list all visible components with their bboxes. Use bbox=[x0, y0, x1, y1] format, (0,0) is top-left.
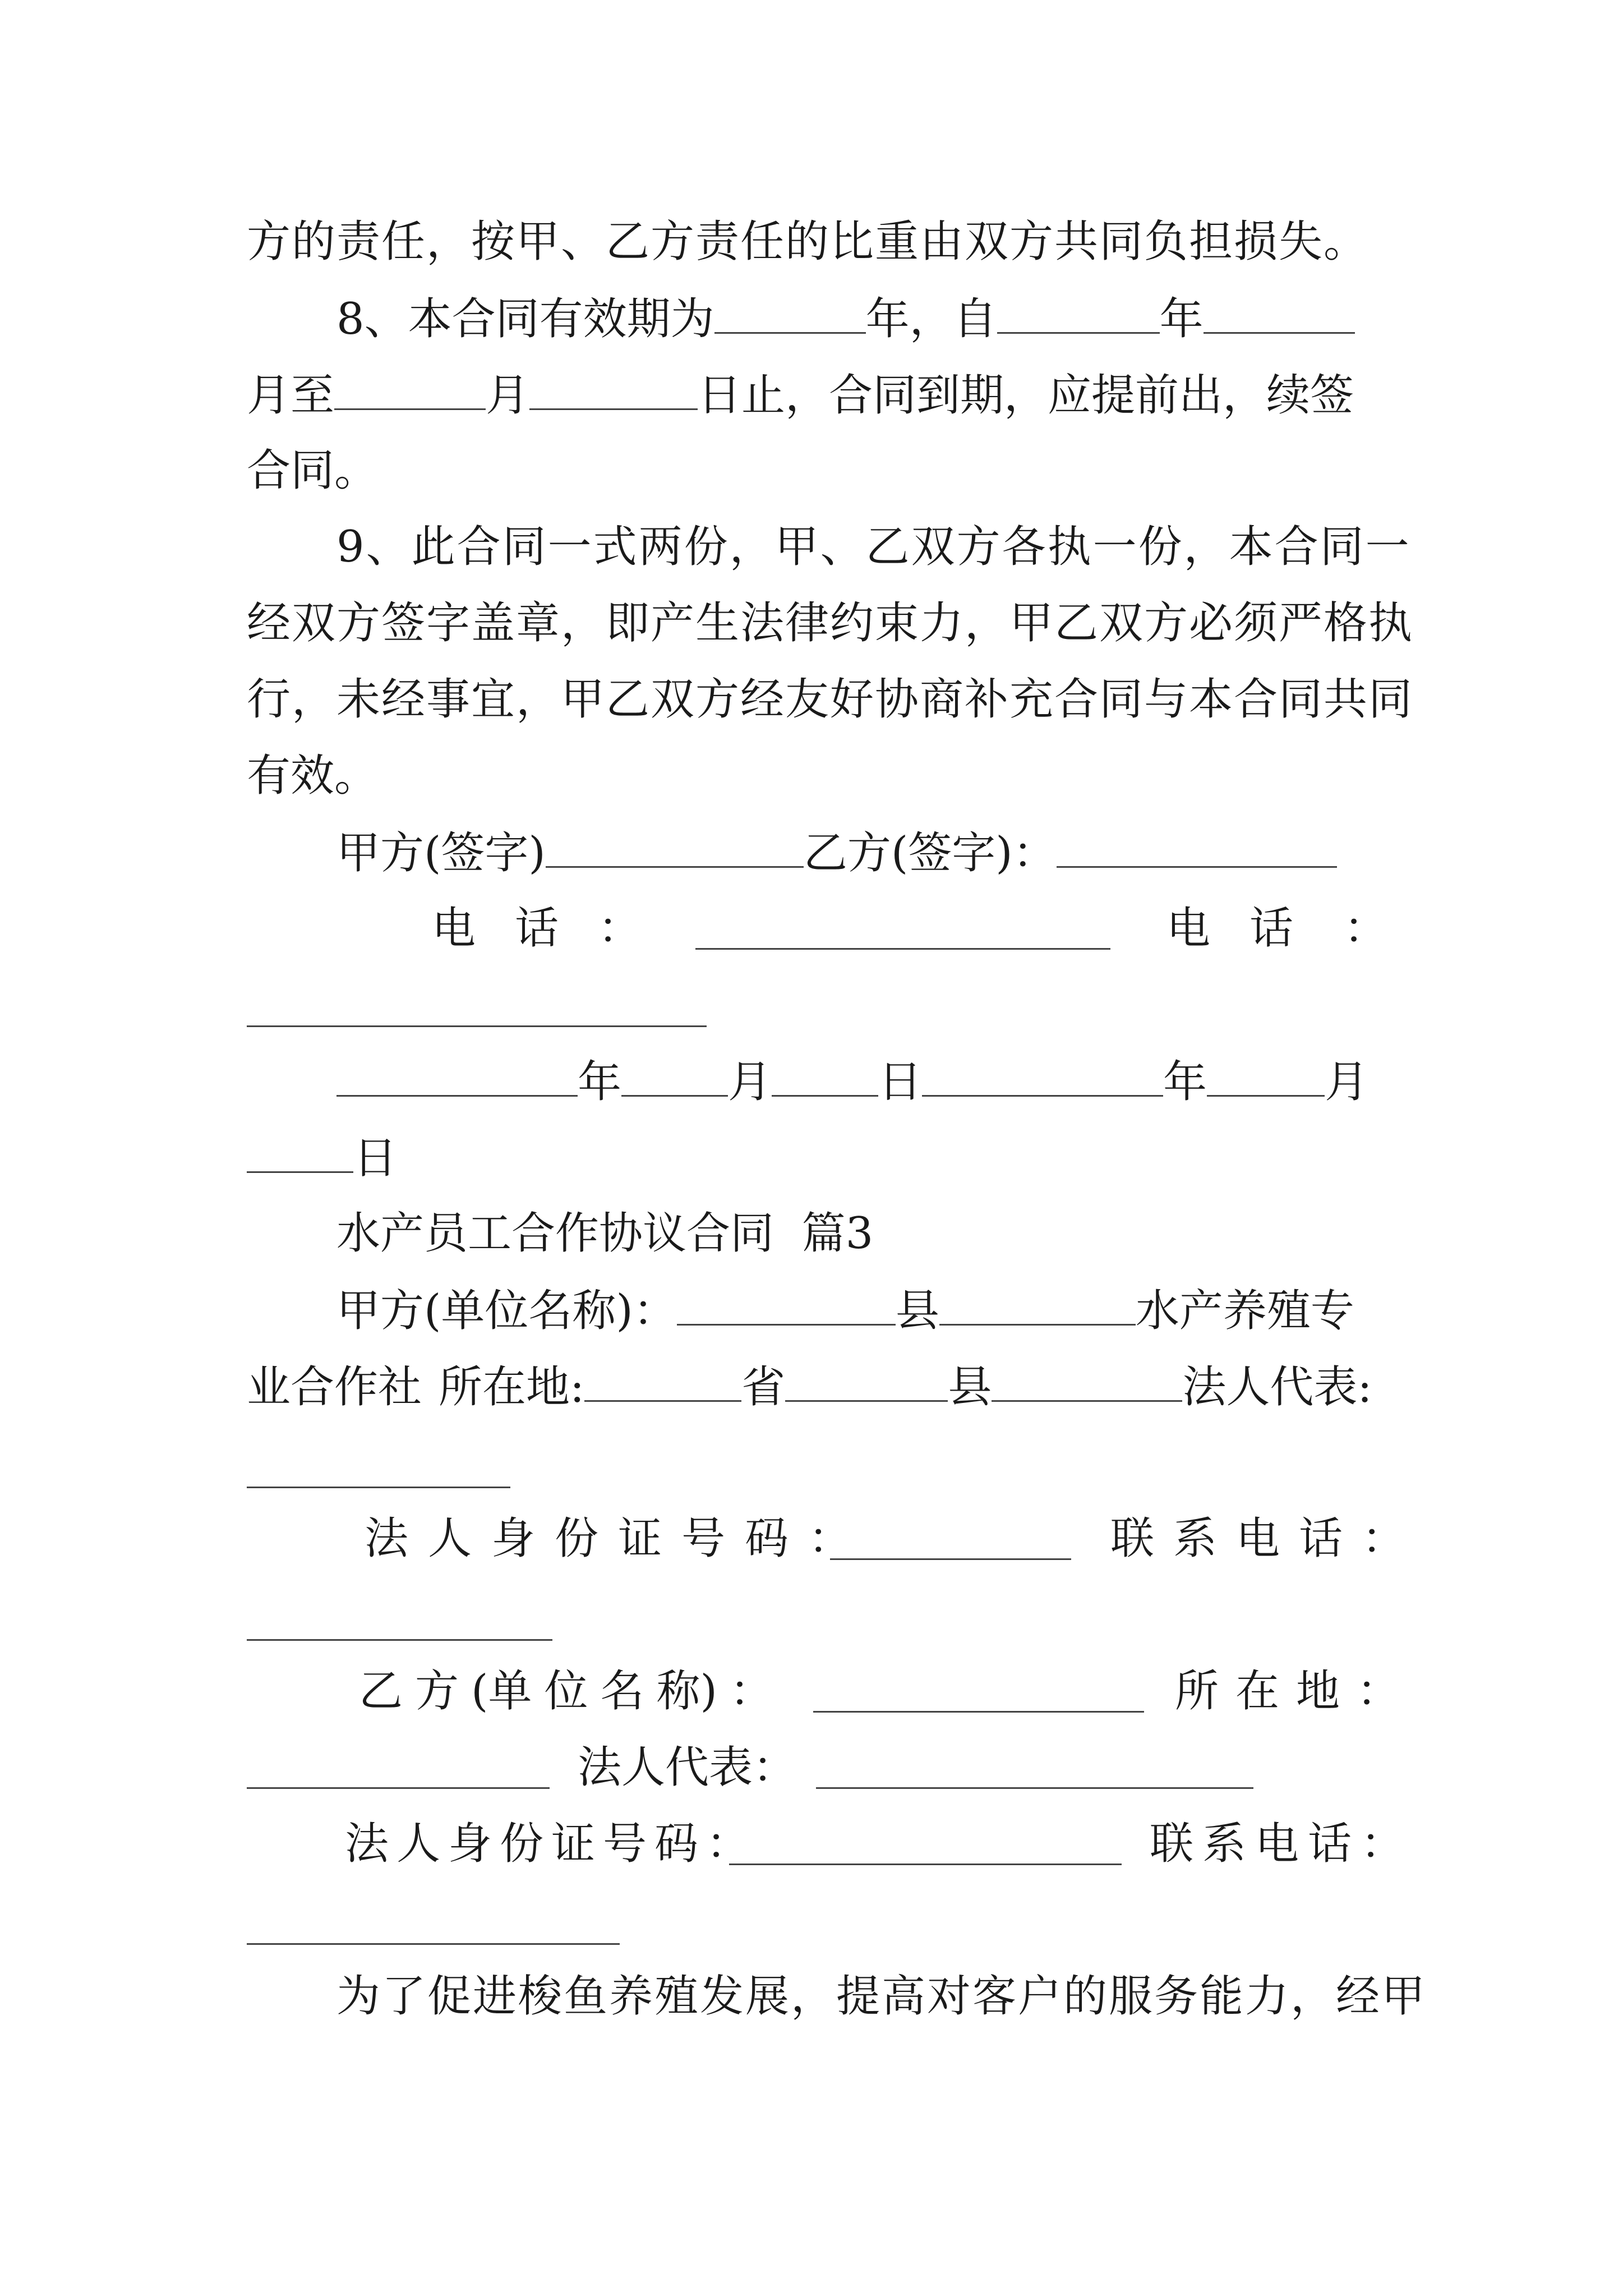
id-char: 身 bbox=[491, 1513, 536, 1564]
date-line bbox=[336, 1057, 1369, 1107]
text-line: 经双方签字盖章，即产生法律约束力，甲乙双方必须严格执 bbox=[247, 598, 1414, 648]
blank-end-day bbox=[529, 372, 698, 410]
legal-rep-label: 法人代表： bbox=[578, 1742, 797, 1793]
contact-label: 联系电话： bbox=[1150, 1819, 1414, 1869]
date-year-label: 年 bbox=[578, 1057, 622, 1107]
date-day-label: 日 bbox=[878, 1057, 923, 1107]
clause-8-text: 年 bbox=[1159, 294, 1204, 344]
phone-char: 话 bbox=[1249, 903, 1294, 954]
coop-label: 业合作社 bbox=[247, 1362, 422, 1412]
party-b-char: ( bbox=[471, 1666, 488, 1717]
date-day-label: 日 bbox=[353, 1133, 398, 1184]
party-b-char: 位 bbox=[544, 1666, 588, 1717]
blank-day-b bbox=[247, 1135, 353, 1173]
clause-8-line bbox=[336, 294, 1385, 344]
date-month-label: 月 bbox=[728, 1057, 772, 1107]
party-b-contact-blank bbox=[247, 1943, 620, 1945]
party-a-id-line bbox=[365, 1513, 852, 1564]
location-label: 所在地: bbox=[439, 1362, 585, 1412]
date-month-label: 月 bbox=[1325, 1057, 1369, 1107]
clause-8-text: 日止，合同到期，应提前出，续签 bbox=[698, 370, 1354, 421]
party-b-char: 称 bbox=[656, 1666, 700, 1717]
id-char: 法 bbox=[365, 1513, 409, 1564]
blank-province bbox=[584, 1364, 741, 1402]
party-b-char: 单 bbox=[488, 1666, 532, 1717]
blank-year-a bbox=[336, 1059, 578, 1097]
id-char: 码 bbox=[745, 1513, 789, 1564]
paragraph-line bbox=[247, 217, 1385, 267]
party-b-location-line bbox=[1175, 1666, 1401, 1717]
text-line: 为了促进梭鱼养殖发展，提高对客户的服务能力，经甲 bbox=[336, 1971, 1427, 2022]
contact-char: 电 bbox=[1236, 1513, 1280, 1564]
paragraph-line bbox=[247, 598, 1414, 648]
phone-char: ： bbox=[598, 903, 642, 954]
section-title bbox=[336, 1208, 874, 1259]
clause-8-line bbox=[247, 370, 1354, 421]
blank-day-a bbox=[772, 1059, 878, 1097]
contact-char: 系 bbox=[1173, 1513, 1218, 1564]
party-b-name-blank bbox=[813, 1711, 1144, 1713]
paragraph-line bbox=[247, 751, 379, 801]
phone-char: 话 bbox=[515, 903, 559, 954]
party-a-info-line bbox=[247, 1362, 1372, 1412]
blank-rep-area bbox=[992, 1364, 1182, 1402]
blank-month-a bbox=[621, 1059, 728, 1097]
party-b-id-line bbox=[345, 1819, 758, 1869]
id-char: 人 bbox=[428, 1513, 472, 1564]
blank-start-year bbox=[997, 296, 1160, 334]
text-line: 有效。 bbox=[247, 751, 379, 801]
party-a-contact-blank bbox=[247, 1639, 552, 1641]
phone-char: 电 bbox=[432, 903, 476, 954]
blank-end-month bbox=[334, 372, 486, 410]
id-label: 法人身份证号码： bbox=[345, 1819, 758, 1869]
clause-8-text: 8、本合同有效期为 bbox=[336, 294, 714, 344]
party-a-name-label: 甲方(单位名称)： bbox=[336, 1286, 677, 1336]
section-title-text: 水产员工合作协议合同 篇3 bbox=[336, 1208, 874, 1259]
party-b-char: 方 bbox=[415, 1666, 459, 1717]
party-b-sign-label: 乙方(签字)： bbox=[803, 828, 1057, 878]
party-b-info-line bbox=[359, 1666, 773, 1717]
text-line: 行，未经事宜，甲乙双方经友好协商补充合同与本合同共同 bbox=[247, 674, 1414, 725]
blank-years bbox=[714, 296, 866, 334]
id-char: ： bbox=[808, 1513, 852, 1564]
location-char: 所 bbox=[1175, 1666, 1219, 1717]
contact-char: ： bbox=[1362, 1513, 1406, 1564]
party-b-rep-blank bbox=[816, 1787, 1253, 1789]
party-b-rep-line bbox=[578, 1742, 797, 1793]
text-line: 方的责任，按甲、乙方责任的比重由双方共同负担损失。 bbox=[247, 217, 1369, 267]
legal-rep-label: 法人代表: bbox=[1182, 1362, 1372, 1412]
party-a-sign-label: 甲方(签字) bbox=[336, 828, 546, 878]
blank-party-a-county bbox=[677, 1288, 896, 1326]
date-line bbox=[247, 1133, 398, 1184]
phone-line bbox=[432, 903, 642, 954]
party-b-char: ) bbox=[700, 1666, 717, 1717]
location-char: ： bbox=[1357, 1666, 1401, 1717]
clause-8-text: 月至 bbox=[247, 370, 335, 421]
location-char: 在 bbox=[1235, 1666, 1280, 1717]
party-b-id-blank bbox=[729, 1864, 1122, 1865]
paragraph-line bbox=[247, 674, 1414, 725]
paragraph-line bbox=[336, 522, 1411, 572]
id-char: 号 bbox=[681, 1513, 726, 1564]
text-line: 合同。 bbox=[247, 445, 379, 496]
party-a-contact-line bbox=[1110, 1513, 1406, 1564]
blank-month-b bbox=[1207, 1059, 1325, 1097]
party-b-char: 乙 bbox=[359, 1666, 403, 1717]
party-a-rep-blank bbox=[247, 1487, 510, 1488]
blank-year-b bbox=[922, 1059, 1163, 1097]
province-label: 省 bbox=[741, 1362, 786, 1412]
party-b-location-blank bbox=[247, 1787, 550, 1789]
id-char: 证 bbox=[618, 1513, 662, 1564]
party-b-phone-blank bbox=[247, 1025, 707, 1027]
id-char: 份 bbox=[555, 1513, 599, 1564]
date-year-label: 年 bbox=[1163, 1057, 1207, 1107]
clause-8-text: 年，自 bbox=[865, 294, 997, 344]
clause-8-text: 月 bbox=[486, 370, 530, 421]
county-label: 县 bbox=[895, 1286, 939, 1336]
blank-start-month bbox=[1204, 296, 1355, 334]
county-label: 县 bbox=[948, 1362, 992, 1412]
party-a-phone-blank bbox=[695, 948, 1110, 950]
paragraph-line bbox=[336, 1971, 1427, 2022]
party-b-contact-line bbox=[1150, 1819, 1414, 1869]
party-b-char: 名 bbox=[600, 1666, 644, 1717]
party-a-sign-blank bbox=[546, 830, 804, 868]
phone-char: 电 bbox=[1166, 903, 1211, 954]
phone-char: ： bbox=[1344, 903, 1388, 954]
contact-char: 话 bbox=[1299, 1513, 1343, 1564]
coop-label: 水产养殖专 bbox=[1135, 1286, 1354, 1336]
location-char: 地 bbox=[1296, 1666, 1340, 1717]
party-b-sign-blank bbox=[1057, 830, 1337, 868]
party-a-id-blank bbox=[830, 1558, 1071, 1560]
contact-char: 联 bbox=[1110, 1513, 1155, 1564]
party-a-info-line bbox=[336, 1286, 1354, 1336]
blank-county bbox=[785, 1364, 948, 1402]
signature-line bbox=[336, 828, 1337, 878]
text-line: 9、此合同一式两份，甲、乙双方各执一份，本合同一 bbox=[336, 522, 1411, 572]
paragraph-line bbox=[247, 445, 379, 496]
blank-coop-name bbox=[939, 1288, 1136, 1326]
party-b-char: ： bbox=[729, 1666, 773, 1717]
phone-line bbox=[1166, 903, 1388, 954]
